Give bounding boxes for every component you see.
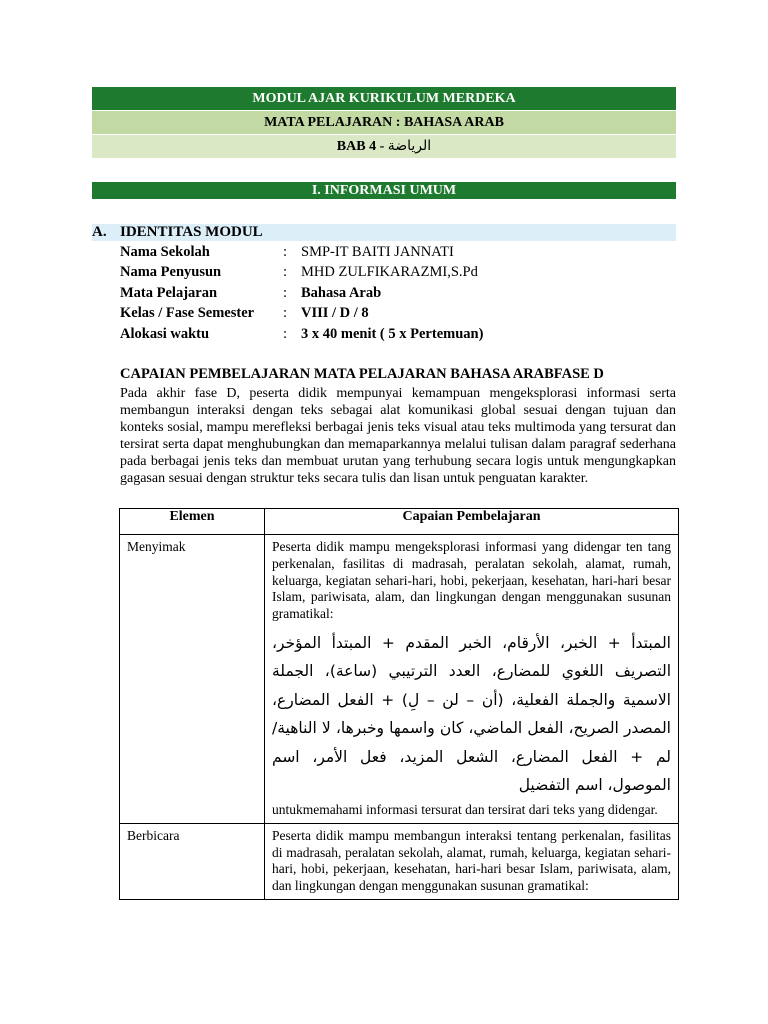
module-title-bar (92, 87, 676, 110)
chapter-bar (92, 135, 676, 158)
identity-section-title: IDENTITAS MODUL (120, 224, 263, 240)
table-cell-description (265, 535, 679, 824)
identity-row-school (120, 242, 680, 262)
table-row (120, 823, 679, 899)
identity-value: VIII / D / 8 (301, 305, 369, 321)
module-title: MODUL AJAR KURIKULUM MERDEKA (252, 91, 516, 106)
identity-value: 3 x 40 menit ( 5 x Pertemuan) (301, 326, 484, 342)
capaian-heading: CAPAIAN PEMBELAJARAN MATA PELAJARAN BAHASA ARABFASE D (120, 366, 604, 382)
subject-title: MATA PELAJARAN : BAHASA ARAB (264, 115, 504, 130)
table-header-elemen: Elemen (120, 509, 265, 535)
arabic-grammar-list: المبتدأ + الخبر، الأرقام، الخبر المقدم + المبتدأ المؤخر، التصريف اللغوي للمضارع، العدد الترتيبي (ساعة)، الجملة الاسمية والجملة الفعلية، (أن – لن – لِ) + الفعل المضارع، المصدر الصريح، الفعل الماضي، كان واسمها وخبرها، لا الناهية/لم + الفعل المضارع، الشعل المزيد، فعل الأمر، اسم الموصول، اسم التفضيل (272, 633, 671, 795)
identity-colon: : (283, 244, 288, 260)
section-informasi-umum-title: I. INFORMASI UMUM (311, 183, 457, 198)
identity-colon: : (283, 326, 288, 342)
capaian-paragraph: Pada akhir fase D, peserta didik mempunyai kemampuan mengeksplorasi informasi serta membangun interaksi dengan teks sebagai alat komunikasi global sesuai dengan tujuan dan konteks sosial, mampu merefleksi berbagai jenis teks visual atau teks multimoda yang tersurat dan tersirat serta dapat menghubungkan dan memaparkannya melalui tulisan dalam paragraf sederhana pada berbagai jenis teks dan membuat urutan yang terhubung secara logis untuk mengungkapkan gagasan sesuai dengan struktur teks secara tulis dan lisan untuk penguatan karakter. (120, 386, 676, 486)
identity-value: Bahasa Arab (301, 285, 382, 301)
identity-colon: : (283, 285, 288, 301)
identity-label: Nama Penyusun (120, 264, 222, 280)
identity-label: Nama Sekolah (120, 244, 210, 260)
table-row (120, 535, 679, 824)
identity-row-class (120, 303, 680, 323)
capaian-table (119, 508, 679, 900)
identity-row-author (120, 262, 680, 282)
table-header-row (120, 509, 679, 535)
identity-colon: : (283, 264, 288, 280)
identity-label: Alokasi waktu (120, 326, 210, 342)
table-header-capaian: Capaian Pembelajaran (265, 509, 679, 535)
table-cell-element: Menyimak (120, 535, 265, 824)
subject-bar (92, 111, 676, 134)
identity-label: Mata Pelajaran (120, 285, 218, 301)
identity-section-letter: A. (92, 224, 107, 240)
chapter-arabic-title: الرياضة (387, 138, 432, 154)
description-intro: Peserta didik mampu mengeksplorasi informasi yang didengar ten tang perkenalan, fasilitas di madrasah, peralatan sekolah, alamat, rumah, keluarga, kegiatan sehari-hari, hobi, pekerjaan, kesehatan, hari-hari besar Islam, pariwisata, alam, dan lingkungan dengan menggunakan susunan gramatikal: (272, 539, 671, 622)
identity-colon: : (283, 305, 288, 321)
identity-section-heading (92, 224, 676, 241)
identity-label: Kelas / Fase Semester (120, 305, 255, 321)
identity-value: SMP-IT BAITI JANNATI (301, 244, 454, 260)
description-outro: untukmemahami informasi tersurat dan tersirat dari teks yang didengar. (272, 801, 658, 817)
table-cell-description (265, 823, 679, 899)
chapter-prefix: BAB 4 - (336, 139, 388, 154)
description-intro: Peserta didik mampu membangun interaksi tentang perkenalan, fasilitas di madrasah, peralatan sekolah, alamat, rumah, keluarga, kegiatan sehari-hari, hobi, pekerjaan, kesehatan, hari-hari besar Islam, pariwisata, alam, dan lingkungan dengan menggunakan susunan gramatikal: (272, 827, 671, 894)
section-informasi-umum-bar (92, 182, 676, 199)
table-cell-element: Berbicara (120, 823, 265, 899)
identity-value: MHD ZULFIKARAZMI,S.Pd (301, 264, 478, 280)
identity-row-time (120, 324, 680, 344)
identity-row-subject (120, 283, 680, 303)
